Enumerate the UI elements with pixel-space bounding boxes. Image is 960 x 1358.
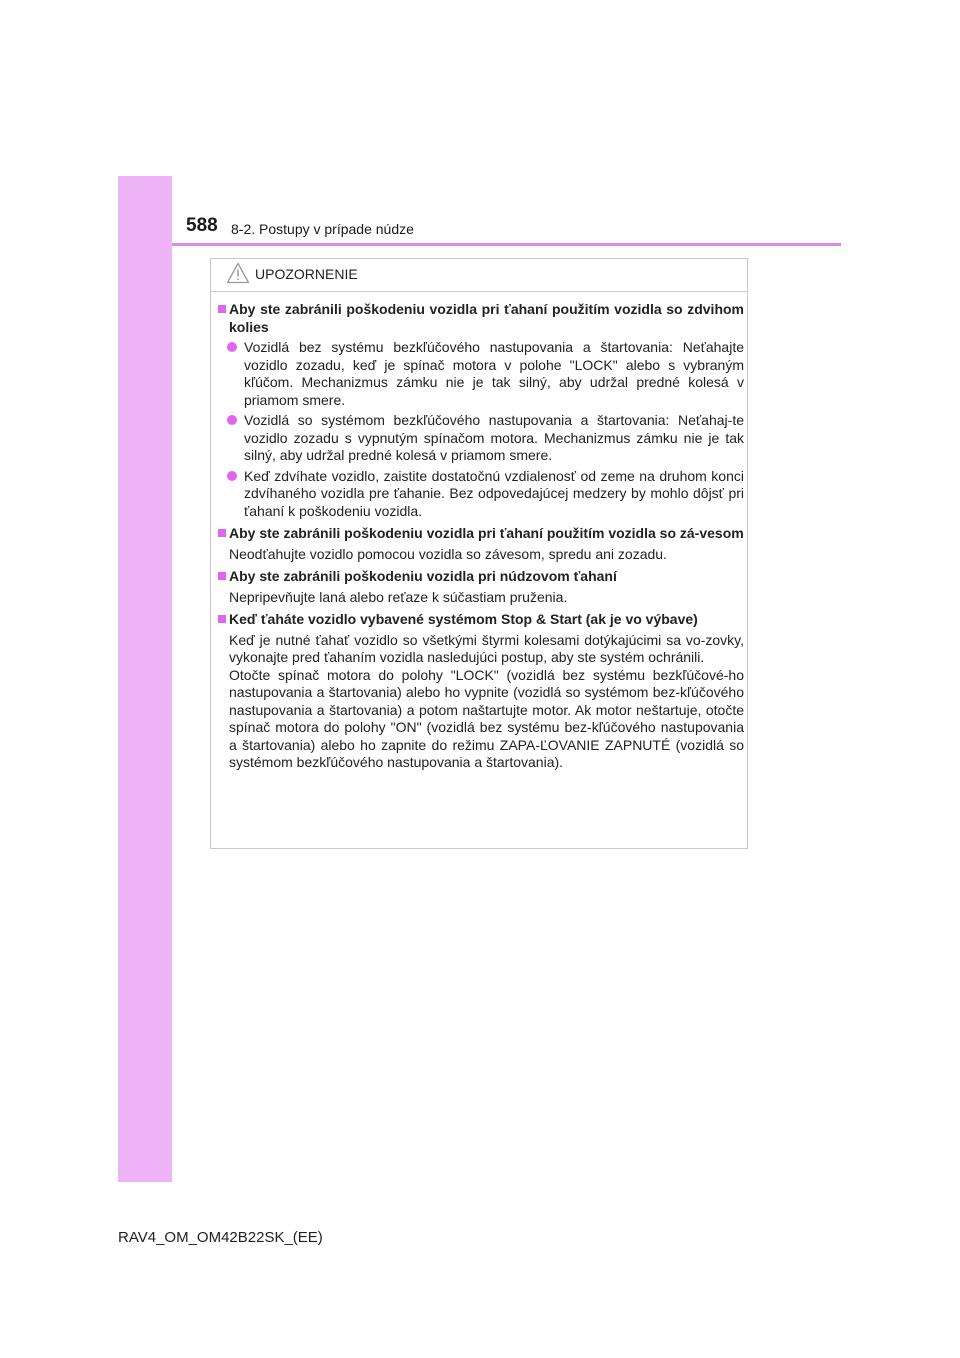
heading-sling-type: Aby ste zabránili poškodeniu vozidla pri ťahaní použitím vozidla so zá-vesom <box>218 525 744 543</box>
heading-stop-start: Keď ťaháte vozidlo vybavené systémom Stop & Start (ak je vo výbave) <box>218 611 744 629</box>
list-item: Vozidlá so systémom bezkľúčového nastupovania a štartovania: Neťahaj-te vozidlo zozadu s vypnutým spínačom motora. Mechanizmus zámku nie je tak silný, aby udržal predné kolesá v priamom smere. <box>218 412 744 465</box>
square-bullet-icon <box>218 615 226 623</box>
heading-emergency-towing: Aby ste zabránili poškodeniu vozidla pri núdzovom ťahaní <box>218 568 744 586</box>
side-tab-strip <box>118 176 172 1182</box>
round-bullet-icon <box>227 415 237 425</box>
paragraph: Otočte spínač motora do polohy "LOCK" (vozidlá bez systému bezkľúčové-ho nastupovania a štartovania) alebo ho vypnite (vozidlá so systémom bez-kľúčového nastupovania a štartovania) a potom naštartujte motor. Ak motor neštartuje, otočte spínač motora do polohy "ON" (vozidlá bez systému bez-kľúčového nastupovania a štartovania) alebo ho zapnite do režimu ZAPA-ĽOVANIE ZAPNUTÉ (vozidlá so systémom bezkľúčového nastupovania a štartovania). <box>229 666 744 770</box>
list-item: Keď zdvíhate vozidlo, zaistite dostatočnú vzdialenosť od zeme na druhom konci zdvíhaného vozidla pre ťahanie. Bez odpovedajúcej medzery by mohlo dôjsť pri ťahaní k poškodeniu vozidla. <box>218 468 744 521</box>
paragraph: Neodťahujte vozidlo pomocou vozidla so závesom, spredu ani zozadu. <box>229 545 667 562</box>
section-title: 8-2. Postupy v prípade núdze <box>231 221 414 237</box>
header-rule <box>172 243 841 246</box>
round-bullet-icon <box>227 342 237 352</box>
square-bullet-icon <box>218 305 226 313</box>
page-number: 588 <box>186 215 218 236</box>
paragraph: Nepripevňujte laná alebo reťaze k súčastiam pruženia. <box>229 588 568 605</box>
square-bullet-icon <box>218 529 226 537</box>
heading-wheel-lift: Aby ste zabránili poškodeniu vozidla pri ťahaní použitím vozidla so zdvihom kolies <box>218 301 744 336</box>
warning-triangle-icon <box>226 262 250 284</box>
document-code: RAV4_OM_OM42B22SK_(EE) <box>118 1229 323 1246</box>
paragraph: Keď je nutné ťahať vozidlo so všetkými štyrmi kolesami dotýkajúcimi sa vo-zovky, vykonajte pred ťahaním vozidla nasledujúci postup, aby ste systém ochránili. <box>229 631 744 665</box>
warning-label: UPOZORNENIE <box>255 266 358 282</box>
round-bullet-icon <box>227 471 237 481</box>
list-item: Vozidlá bez systému bezkľúčového nastupovania a štartovania: Neťahajte vozidlo zozadu, keď je spínač motora v polohe "LOCK" alebo s vybraným kľúčom. Mechanizmus zámku nie je tak silný, aby udržal predné kolesá v priamom smere. <box>218 339 744 409</box>
square-bullet-icon <box>218 572 226 580</box>
warning-box <box>210 258 748 849</box>
warning-header <box>211 259 747 292</box>
warning-content <box>218 301 744 772</box>
